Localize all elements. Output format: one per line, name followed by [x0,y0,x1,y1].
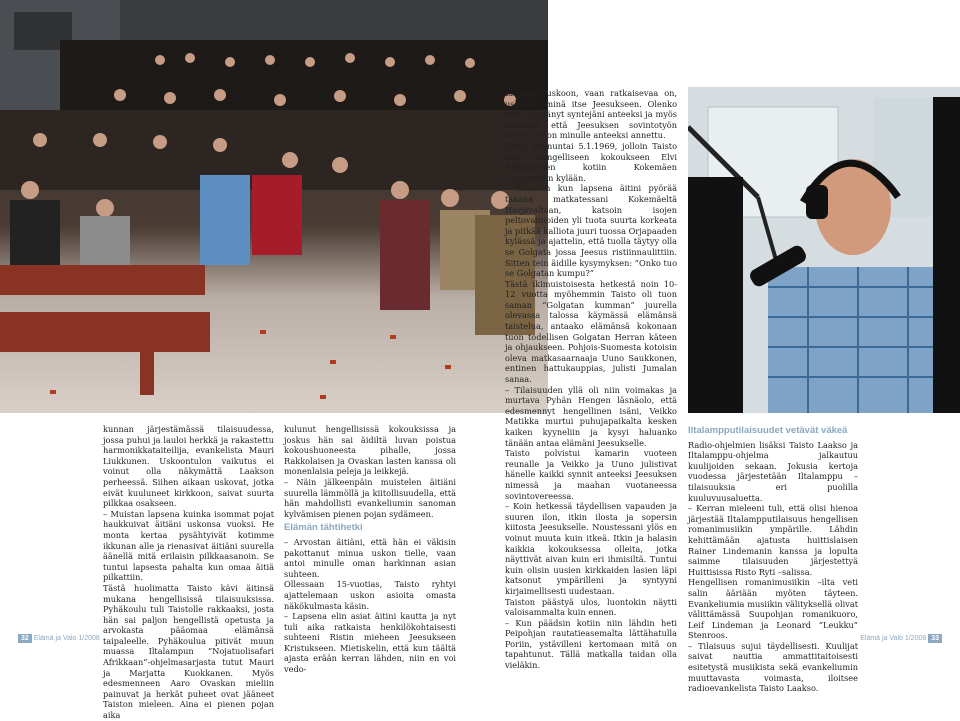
footer-right [860,634,942,643]
paragraph: – Muistan kun lapsena äitini pyörää takana matkatessani Kokemäeltä Harjavaltaan, katsoin isojen peltovainioiden yli tuota suurta korkeata ja pitkää kalliota juuri tuossa Orjapaaden kylässä ja ajattelin, että tuolla täytyy olla se Golgata jossa Jeesus ristiinnaulittiin. Sitten tein äidille kysymyksen: ”Onko tuo se Golgatan kumpu?” [505,183,677,279]
magazine-title: Elämä ja Valo 1/2008 [860,635,927,642]
audience-photo [0,0,548,413]
studio-illustration [688,87,960,413]
footer-left [18,634,100,643]
article-column-3 [505,88,677,671]
paragraph: Radio-ohjelmien lisäksi Taisto Laakso ja Iltalamppu-ohjelma jalkautuu kuulijoiden sekaan. Jokusia kertoja vuodessa järjestetään Iltalamppu –tilaisuuksia eri puolilla kuuluvuusaluetta. [688,439,858,503]
paragraph: Tästä ikimuistoisesta hetkestä noin 10-12 vuotta myöhemmin Taisto oli tuon saman ”Golgatan kumman” juurella olevassa talossa käymässä elämänsä taistelua, antaako elämänsä kokonaan tuon todellisen Golgatan Herran käteen ja ohjaukseen. Pohjois-Suomesta kotoisin oleva matkasaarnaaja Uuno Saukkonen, entinen hattukauppias, julisti Jumalan sanaa. [505,278,677,385]
paragraph: ta äitini uskoon, vaan ratkaisevaa on, uskonko minä itse Jeesukseen. Olenko minä pyytänyt syntejäni anteeksi ja myös kokenut, että Jeesuksen sovintotyön kautta ne on minulle anteeksi annettu. [505,88,677,141]
paragraph: – Arvostan äitiäni, että hän ei väkisin pakottanut minua uskon tielle, vaan antoi minulle oman harkinnan asian suhteen. [284,536,456,579]
studio-photo [688,87,960,413]
paragraph: – Näin jälkeenpäin muistelen äitiäni suurella lämmöllä ja kiitollisuudella, että hän mahdollisti evankeliumin sanoman kylvämisen pienen pojan sydämeen. [284,476,456,519]
paragraph: – Lapsena elin asiat äitini kautta ja nyt tuli aika ratkaista henkilökohtaisesti suhteeni Ristin mieheen Jeesukseen Kristukseen. Mietiskelin, että kun täältä ajasta erään kerran lähden, niin en voi vedo- [284,611,456,675]
paragraph: – Tilaisuus sujui täydellisesti. Kuulijat saivat nauttia ammattitaitoisesti esitetystä musiikista sekä evankeliumin muuttavasta voimasta, iloitsee radioevankelista Taisto Laakso. [688,640,858,694]
section-heading: Iltalampputilaisuudet vetävät väkeä [688,425,848,436]
magazine-title: Elämä ja Valo 1/2008 [33,635,100,642]
paragraph: – Kerran mieleeni tuli, että olisi hienoa järjestää Iltalampputilaisuus hengellisen romanimusiikin ympärille. Lähdin kehittämään ajatusta huittislaisen Rainer Lindemanin kanssa ja lopulta saimme tilaisuuden järjestettyä Huittisissa Risto Ryti –salissa. [688,503,858,577]
paragraph: – Muistan lapsena kuinka isommat pojat haukkuivat äitiäni uskonsa vuoksi. He monta kertaa pysähtyivät kotimme ikkunan alle ja rienasivat äitiäni suurella äänellä mitä erilaisin pilkkaasanoin. Se tuntui lapsesta pahalta kun omaa äitiä pilkattiin. [103,508,274,583]
paragraph: – Tilaisuuden yllä oli niin voimakas ja murtava Pyhän Hengen läsnäolo, että edesmennyt hengellinen isäni, Veikko Matikka murtui puhujapaikalta kesken kaiken kyyneliin ja kysyi haluanko tänään antaa elämäni Jeesukselle. [505,384,677,448]
paragraph: Ollessaan 15-vuotias, Taisto ryhtyi ajattelemaan uskon asioita omasta näkökulmasta käsin. [284,579,456,611]
paragraph: – Kun päädsin kotiin niin lähdin heti Peipohjan rautatieasemalta lättähatulla Poriin, ystävilleni kertomaan mitä on tapahtunut. Tällä matkalla taidan olla vieläkin. [505,617,677,671]
audience-illustration [0,0,548,413]
paragraph: Taisto polvistui kamarin vuoteen reunalle ja Veikko ja Uuno julistivat hänelle kaikki synnit anteeksi Jeesuksen nimessä ja maahan vuotaneessa sovintovereessa. [505,448,677,501]
article-column-1 [103,424,274,721]
paragraph: – Koin hetkessä täydellisen vapauden ja suuren ilon, itkin ilosta ja sopersin kiitosta Jeesukselle. Noustessani ylös en voinut muuta kuin itkeä. Itkin ja halasin kaikkia kokouksessa olleita, jotka näyttivät aivan kuin eri ihmisiltä. Tuntui kuin olisin uusien kirkkaiden lasien läpi katsonut ympärilleni ja syntyyni kirjaimellisesti uudestaan. [505,501,677,596]
page-number: 32 [18,634,32,643]
section-heading: Elämän tähtihetki [284,522,363,534]
paragraph: Hengellisen romanimusiikin –ilta veti salin ääriään myöten täyteen. Evankeliumia musiikin välityksellä olivat välittämässä Suupohjan romanikuoro, Leif Lindeman ja Leonard ”Leukku” Stenroos. [688,577,858,641]
paragraph: Tästä huolimatta Taisto kävi äitinsä mukana hengellisissä tilaisuuksissa. Pyhäkoulu tuli Taistolle rakkaaksi, josta hän sai paljon hengellistä opetusta ja arvokasta pääomaa elämänsä taipaleelle. Pyhäkoulua pitivät muun muassa Iltalampun ”Nojatuolisafari Afrikkaan”-ohjelmasarjasta tutut Mauri ja Marjatta Kuokkanen. Myös edesmenneen Aaro Ovaskan mieliin painuvat ja herkät puheet ovat jääneet Taiston mieleen. Aina ei pienen pojan aika [103,582,274,721]
paragraph: Koitti sunnuntai 5.1.1969, jolloin Taisto meni hengelliseen kokoukseen Elvi Rakkolaisen kotiin Kokemäen Orjapaaden kylään. [505,140,677,183]
article-column-2 [284,424,456,675]
paragraph: Taiston päästyä ulos, luontokin näytti valoisammalta kuin ennen. [505,596,677,618]
page-number: 33 [928,634,942,643]
paragraph: kunnan järjestämässä tilaisuudessa, jossa puhui ja lauloi herkkä ja rakastettu harmonikkataiteilija, evankelista Mauri Liukkunen. Uskoontulon vaikutus ei voinut olla näkymättä Laakson perheessä. Siihen aikaan uskovat, jotka eivät kuuluneet kirkkoon, saivat suurta pilkkaa osakseen. [103,424,274,509]
article-column-4 [688,426,858,694]
paragraph: kulunut hengellisissä kokouksissa ja joskus hän sai äidiltä luvan poistua kokoushuoneesta pihalle, jossa Rakkolaisen ja Ovaskan lasten kanssa oli monenlaisia peleja ja leikkejä. [284,424,456,477]
